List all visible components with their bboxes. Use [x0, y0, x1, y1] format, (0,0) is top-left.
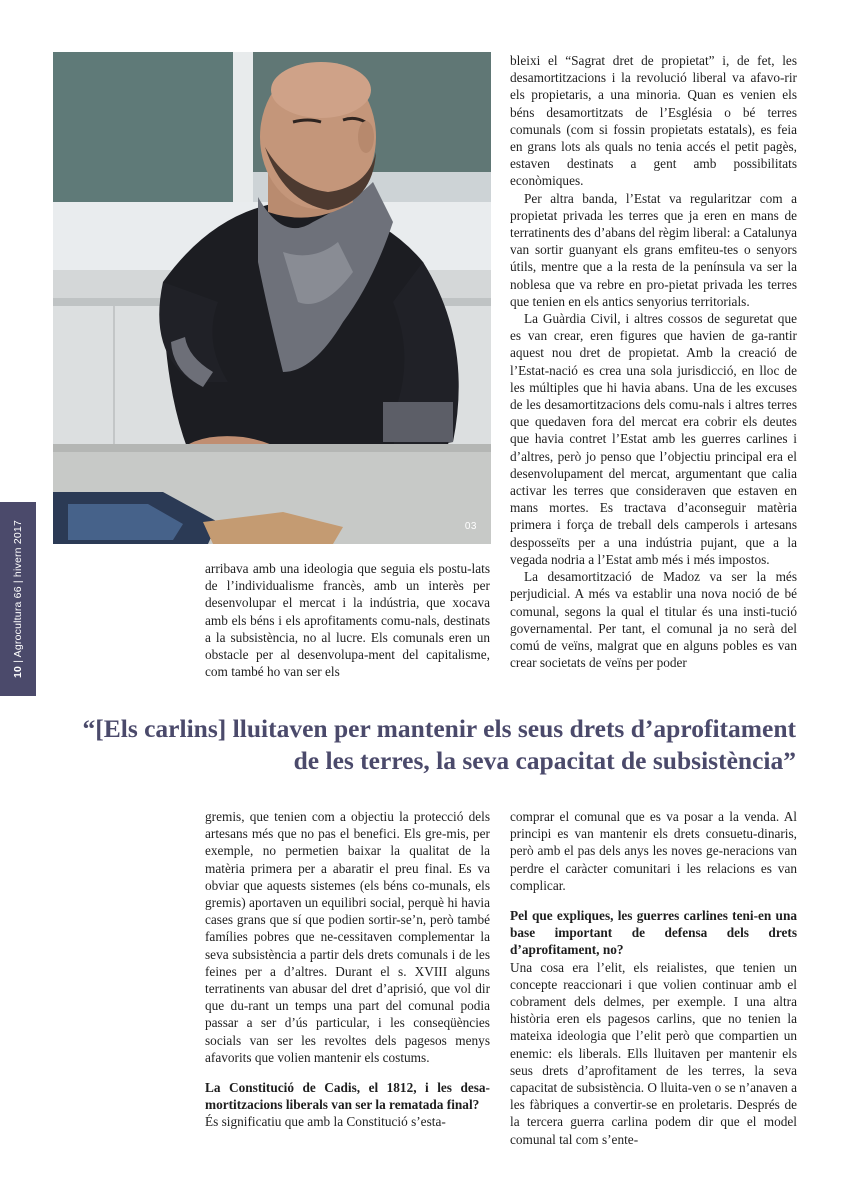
- top-right-column: [510, 52, 797, 671]
- pull-quote-line: de les terres, la seva capacitat de subsistència”: [293, 746, 796, 775]
- paragraph: La desamortització de Madoz va ser la més perjudicial. A més va establir una nova noció de bé comunal, segons la qual el titular és una insti-tució governamental. Per tant, el comunal ja no serà del comú de veïns, malgrat que en alguns pobles es van crear societats de veïns per poder: [510, 569, 797, 671]
- paragraph: Una cosa era l’elit, els reialistes, que tenien un concepte reaccionari i que volien continuar amb el cobrament dels delmes, per exemple. I una altra història eren els pagesos carlins, que no tenien la mateixa ideologia que l’elit però que compartien un enemic: els liberals. Ells lluitaven per mantenir els seus drets d’aprofitament de les terres, la seva capacitat de subsistència. O lluita-ven o se n’anaven a les fàbriques a convertir-se en proletaris. Després de la tercera guerra carlina podem dir que el model comunal tal com s’ente-: [510, 959, 797, 1147]
- photo-number: 03: [464, 521, 477, 532]
- paragraph: Per altra banda, l’Estat va regularitzar com a propietat privada les terres que ja eren en mans de terratinents des d’abans del règim liberal: a Catalunya van sortir guanyant els grans emfiteu-tes o senyors útils, mentre que a la resta de la península va ser la noblesa que va rebre en pro-pietat privada les terres que tenien en els antics senyorius territorials.: [510, 190, 797, 309]
- paragraph: arribava amb una ideologia que seguia els postu-lats de l’individualisme francès, amb un interès per desenvolupar el mercat i la indústria, que xocava amb els béns i els aprofitaments comu-nals, destinats a la subsistència, no al lucre. Els comunals eren un obstacle per al desenvolupa-ment del capitalisme, com també ho van ser els: [205, 561, 490, 680]
- bottom-left-column: [205, 808, 490, 1131]
- paragraph: gremis, que tenien com a objectiu la protecció dels artesans més que no pas el benefici. Els gre-mis, per exemple, no permetien baixar la qualitat de la matèria primera per a abaratir el preu final. Es va obviar que aquests sistemes (els béns co-munals, els gremis) aportaven un equilibri social, perquè hi havia cases grans que sí que podien sortir-se’n, però també famílies pobres que ne-cessitaven complementar la seva subsistència a partir dels drets comunals i de les feines per a d’altres. Durant el s. XVIII alguns terratinents van abusar del dret d’aprisió, que vol dir que du-rant un temps una part del comunal podia passar a ser d’ús particular, i les conseqüències socials van ser les revoltes dels pagesos menys afavorits que volien mantenir els costums.: [205, 809, 490, 1065]
- folio-text: [12, 520, 24, 678]
- publication-issue: | Agrocultura 66 | hivern 2017: [12, 519, 24, 666]
- portrait-illustration: [53, 52, 491, 544]
- interview-question: La Constitució de Cadis, el 1812, i les desa-mortitzacions liberals van ser la rematada final?: [205, 1080, 490, 1113]
- pull-quote-line: “[Els carlins] lluitaven per mantenir els seus drets d’aprofitament: [82, 714, 796, 743]
- interview-photo: [53, 52, 491, 544]
- pull-quote: [30, 713, 796, 777]
- page-number: 10: [12, 665, 24, 679]
- paragraph: comprar el comunal que es va posar a la venda. Al principi es van mantenir els drets consuetu-dinaris, però amb el pas dels anys les noves ge-neracions van perdre el caràcter comunitari i les relacions es van complicar.: [510, 809, 797, 893]
- paragraph: És significatiu que amb la Constitució s’esta-: [205, 1114, 446, 1130]
- paragraph: La Guàrdia Civil, i altres cossos de seguretat que es van crear, eren figures que havien de ga-rantir aquest nou dret de propietat. Amb la creació de l’Estat-nació es crea una sola jurisdicció, en lloc de les múltiples que hi havia abans. Una de les excuses de les desamortitzacions dels comu-nals i altres terres que quedaven fora del mercat era cobrir els deutes que havia contret l’Estat amb les guerres carlines i d’altres, però jo penso que l’objectiu principal era el desenvolupament del mercat, argumentant que calia activar les terres que consideraven que estaven en mans mortes. Es tractava d’aconseguir matèria primera i força de treball dels camperols i artesans desposseïts per a una indústria pujant, que a la vegada nodria a l’Estat amb més i més impostos.: [510, 311, 797, 567]
- bottom-right-column: [510, 808, 797, 1148]
- interview-question: Pel que expliques, les guerres carlines teni-en una base important de defensa dels drets d’aprofitament, no?: [510, 908, 797, 958]
- paragraph: bleixi el “Sagrat dret de propietat” i, de fet, les desamortitzacions i la revolució liberal va afavo-rir els propietaris, a una minoria. Quan es venien els béns desamortitzats de l’Església o bé terres comunals (com si fossin propietats estatals), es feia en grans lots als quals no tenia accés el petit pagès, estaven destinats a gent amb possibilitats econòmiques.: [510, 53, 797, 189]
- top-left-column: [205, 560, 490, 680]
